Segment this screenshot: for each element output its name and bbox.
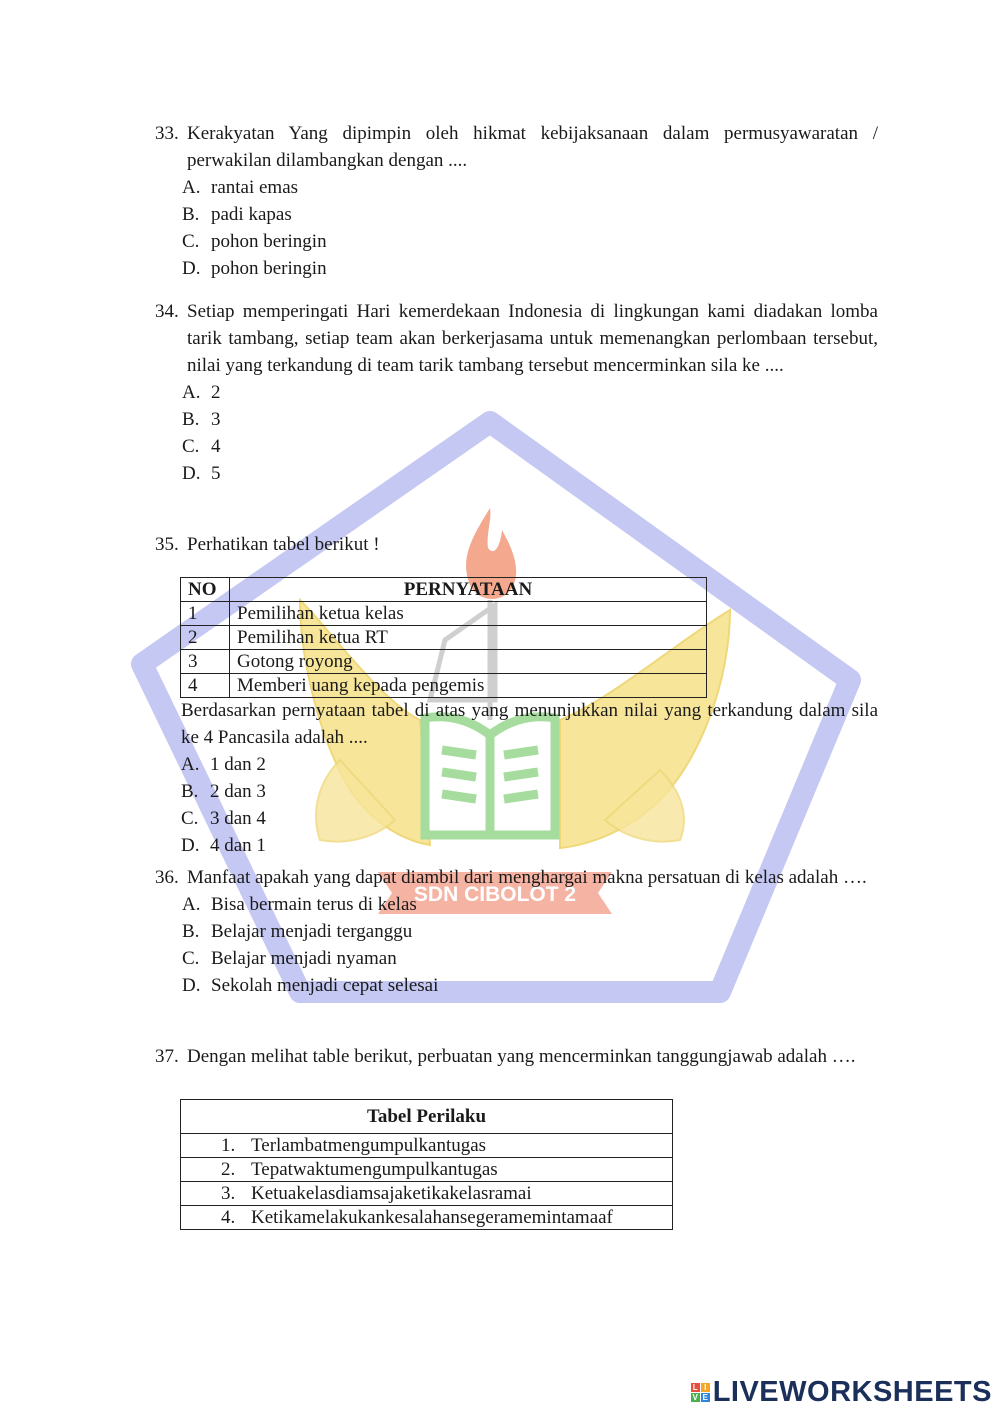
- question-33: [155, 120, 878, 282]
- column-header-statement: PERNYATAAN: [230, 578, 707, 602]
- option-c[interactable]: C. pohon beringin: [182, 231, 327, 252]
- question-text: Setiap memperingati Hari kemerdekaan Indonesia di lingkungan kami diadakan lomba tarik tambang, setiap team akan berkerjasama untuk memenangkan perlombaan tersebut, nilai yang terkandung di team tarik tambang tersebut mencerminkan sila ke ....: [187, 301, 878, 376]
- options-list: [182, 891, 878, 999]
- question-35: [155, 531, 878, 558]
- ribbon-school-name: SDN CIBOLOT 2: [413, 883, 577, 906]
- question-34: [155, 298, 878, 487]
- cell-statement: Memberi uang kepada pengemis: [230, 674, 707, 698]
- option-d[interactable]: D. Sekolah menjadi cepat selesai: [182, 975, 439, 996]
- row-text: Ketikamelakukankesalahansegeramemintamaaf: [251, 1207, 613, 1228]
- options-list: [181, 751, 878, 859]
- question-number: 33.: [155, 123, 179, 144]
- row-number: 3.: [221, 1183, 236, 1204]
- question-number: 35.: [155, 534, 179, 555]
- row-number: 4.: [221, 1207, 236, 1228]
- option-d[interactable]: D. 5: [182, 463, 221, 484]
- option-d[interactable]: D. pohon beringin: [182, 258, 327, 279]
- table-row: [181, 1182, 673, 1206]
- question-number: 34.: [155, 301, 179, 322]
- option-c[interactable]: C. 4: [182, 436, 221, 457]
- question-36: [155, 864, 878, 999]
- option-d[interactable]: D. 4 dan 1: [181, 835, 266, 856]
- question-number: 37.: [155, 1046, 179, 1067]
- cell-no: 3: [181, 650, 230, 674]
- question-text: Berdasarkan pernyataan tabel di atas yang menunjukkan nilai yang terkandung dalam sila ke 4 Pancasila adalah ....: [181, 700, 878, 748]
- cell-statement: Pemilihan ketua RT: [230, 626, 707, 650]
- table-row: [181, 650, 707, 674]
- cell-no: 4: [181, 674, 230, 698]
- option-b[interactable]: B. 2 dan 3: [181, 781, 266, 802]
- table-title: Tabel Perilaku: [181, 1100, 673, 1134]
- cell-statement: Gotong royong: [230, 650, 707, 674]
- row-text: Terlambatmengumpulkantugas: [251, 1135, 487, 1156]
- option-a[interactable]: A. rantai emas: [182, 177, 299, 198]
- column-header-no: NO: [181, 578, 230, 602]
- question-text: Dengan melihat table berikut, perbuatan yang mencerminkan tanggungjawab adalah ….: [187, 1046, 856, 1067]
- behavior-table: [180, 1099, 673, 1230]
- liveworksheets-logo[interactable]: [691, 1376, 992, 1409]
- cell-statement: Pemilihan ketua kelas: [230, 602, 707, 626]
- statement-table: [180, 577, 707, 698]
- option-b[interactable]: B. Belajar menjadi terganggu: [182, 921, 413, 942]
- options-list: [182, 379, 878, 487]
- row-text: Ketuakelasdiamsajaketikakelasramai: [251, 1183, 532, 1204]
- cell-no: 2: [181, 626, 230, 650]
- brand-name: LIVEWORKSHEETS: [712, 1376, 992, 1408]
- option-b[interactable]: B. padi kapas: [182, 204, 292, 225]
- option-a[interactable]: A. Bisa bermain terus di kelas: [182, 894, 417, 915]
- table-row: [181, 1206, 673, 1230]
- question-text: Kerakyatan Yang dipimpin oleh hikmat kebijaksanaan dalam permusyawaratan / perwakilan dilambangkan dengan ....: [187, 123, 878, 171]
- live-badge-icon: L I V E: [692, 1383, 708, 1402]
- option-c[interactable]: C. Belajar menjadi nyaman: [182, 948, 397, 969]
- cell-no: 1: [181, 602, 230, 626]
- option-c[interactable]: C. 3 dan 4: [181, 808, 266, 829]
- table-row: [181, 1158, 673, 1182]
- table-row: [181, 1134, 673, 1158]
- question-text: Manfaat apakah yang dapat diambil dari menghargai makna persatuan di kelas adalah ….: [187, 867, 867, 888]
- row-number: 2.: [221, 1159, 236, 1180]
- table-row: [181, 602, 707, 626]
- table-header-row: [181, 578, 707, 602]
- table-title-row: [181, 1100, 673, 1134]
- question-text: Perhatikan tabel berikut !: [187, 534, 380, 555]
- table-row: [181, 674, 707, 698]
- option-a[interactable]: A. 1 dan 2: [181, 754, 266, 775]
- row-number: 1.: [221, 1135, 236, 1156]
- row-text: Tepatwaktumengumpulkantugas: [251, 1159, 498, 1180]
- option-a[interactable]: A. 2: [182, 382, 221, 403]
- question-number: 36.: [155, 867, 179, 888]
- question-37: [155, 1043, 878, 1070]
- table-row: [181, 626, 707, 650]
- options-list: [182, 174, 878, 282]
- question-35-prompt: [181, 697, 878, 859]
- option-b[interactable]: B. 3: [182, 409, 221, 430]
